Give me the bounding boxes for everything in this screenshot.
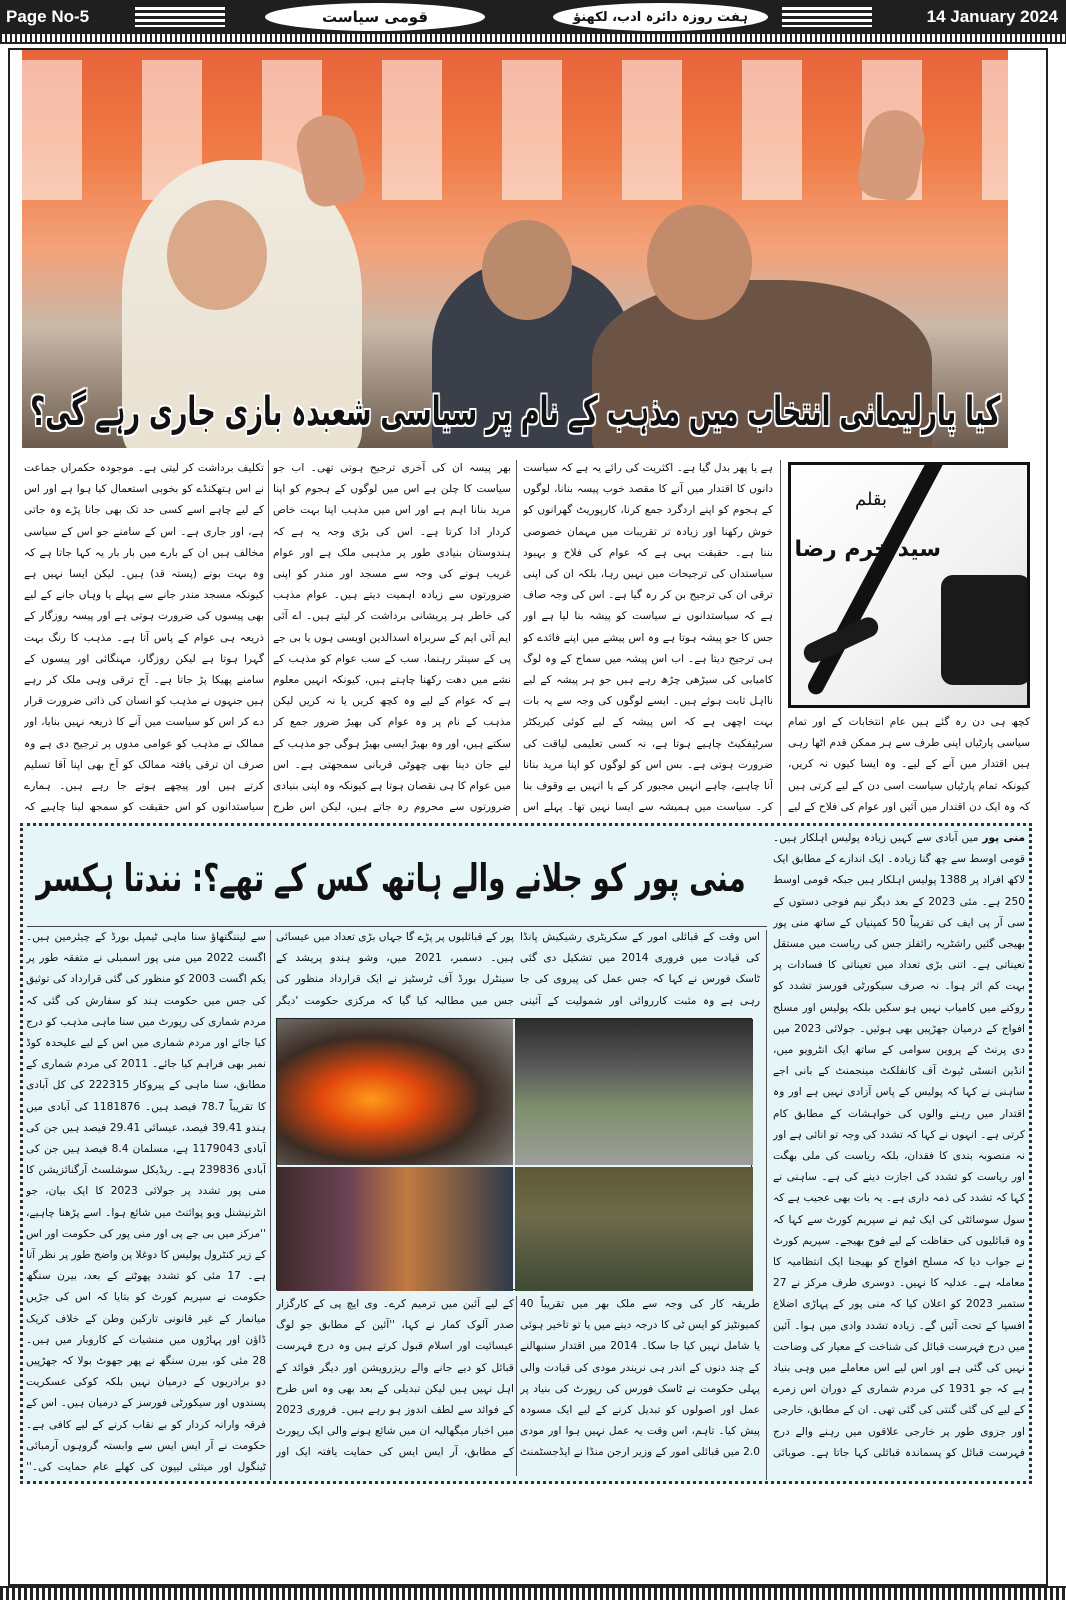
- byline-box: [788, 462, 1030, 708]
- issue-date: 14 January 2024: [926, 7, 1058, 26]
- article1-headline: کیا پارلیمانی انتخاب میں مذہب کے نام پر سیاسی شعبدہ بازی جاری رہے گی؟: [29, 389, 1001, 435]
- article2-column-1: [773, 828, 1025, 1464]
- column-divider: [766, 930, 767, 1480]
- article2-column-1-text: میں آبادی سے کہیں زیادہ پولیس اہلکار ہیں۔ قومی اوسط سے چھ گنا زیادہ۔ ایک اندازے کے مطابق ایک لاکھ افراد پر 1388 پولیس اہلکار ہیں جبکہ قومی اوسط 250 ہے۔ مئی 2023 کے بعد دیگر نیم فوجی دستوں کے سی آر پی ایف کی تقریباً 50 کمپنیاں کے ساتھ منی پور بھیجی گئیں راشٹریہ رائفلز جس کی ریاست میں مستقل تعیناتی ہے۔ اتنی بڑی تعداد میں تعیناتی کا فسادات پر بہت کم اثر ہوا۔ نہ صرف سیکورٹی فورسز تشدد کو روکنے میں کامیاب نہیں ہو سکیں بلکہ پولیس اور مسلح افواج کے درمیان جھڑپیں بھی ہوئیں۔ جولائی 2023 میں دی پرنٹ کے پروین سوامی کے ساتھ ایک انٹرویو میں، انڈین انسٹی ٹیوٹ آف کانفلکٹ مینجمنٹ کے بانی اجے ساہنی نے کہا کہ پولیس کے پاس آزادی نہیں ہے اور وہ اقتدار میں رہنے والوں کی خواہشات کے مطابق کام کرتی ہے۔ انہوں نے کہا کہ تشدد کی وجہ تو انائی ہے اور نہ منصوبہ بندی کا فقدان، بلکہ ریاست کی ملی بھگت اور ریاست کو تشدد کی اجازت دینے کی ہے۔ ساہنی نے کہا کہ تشدد کی ذمہ داری ہے۔ یہ بات بھی عجیب ہے کہ سول سوسائٹی کی ایک ٹیم نے سپریم کورٹ سے کہا کہ وہ قبائلیوں کی حفاظت کے لیے فوج بھیجے۔ سپریم کورٹ نے جواب دیا کہ مسلح افواج کو بھیجنا ایک انتظامیہ کا معاملہ ہے۔ عدلیہ کا نہیں۔ دوسری طرف مرکز نے 27 ستمبر 2023 کو اعلان کیا کہ منی پور کے پہاڑی اضلاع افسپا کے تحت آئیں گے۔ زیادہ تشدد وادی میں ہوا۔ آئین میں درج فہرست قبائل کی شناخت کے معیار کی وضاحت نہیں کی گئی ہے اور اس لیے اس معاملے میں وہی بنیاد ہے کہ جو 1931 کی مردم شماری کے دوران اس زمرے کے لیے کی گئی گنتی کی گئی تھی۔ ان کے مطابق، خارجی اور جزوی طور پر خارجی علاقوں میں رہنے والے درج فہرست قبائل کو پسماندہ قبائلی کہا جاتا ہے۔ صوبائی: [773, 832, 1025, 1459]
- column-divider: [516, 1296, 517, 1476]
- publication-name: ہفت روزہ دائرہ ادب، لکھنؤ: [553, 3, 768, 31]
- lead-photo: [22, 50, 1008, 448]
- article2-column-2-top: اس وقت کے قبائلی امور کے سکریٹری رشیکیش پانڈا کی قیادت میں فروری 2014 میں تشکیل دی گئی ٹاسک فورس نے کہا کہ جس عمل کی پیروی کی جا رہی ہے وہ مثبت کارروائی اور شمولیت کے آئینی: [520, 931, 760, 1007]
- column-divider: [270, 930, 271, 1480]
- decorative-stripes: [782, 7, 872, 27]
- photo-smoke-barricade: [515, 1019, 753, 1165]
- column-divider: [780, 460, 781, 816]
- photo-people-queue: [277, 1167, 513, 1291]
- article2-lead-word: منی پور: [982, 832, 1025, 844]
- article2-column-3-bottom: کے لیے آئین میں ترمیم کرے۔ وی ایچ پی کے کارگزار صدر آلوک کمار نے کہا، ''آئین کے مطابق جو لوگ عیسائیت اور اسلام قبول کرتے ہیں وہ درج فہرست قبائل کو دیے جانے والے ریزرویشن اور دیگر فوائد کے اہل نہیں ہیں لیکن تبدیلی کے بعد بھی وہ اس طرح کے فوائد سے لطف اندوز ہو رہے ہیں۔ فروری 2023 میں اخبار میگھالیہ ان میں شائع ہونے والی ایک رپورٹ کے مطابق، آر ایس ایس کی حمایت یافتہ ایک اور: [276, 1298, 514, 1459]
- article1-column-1: کچھ ہی دن رہ گئے ہیں عام انتخابات کے اور تمام سیاسی پارٹیاں اپنی طرف سے ہر ممکن قدم اٹھا رہی ہیں اقتدار میں آنے کے لیے۔ وہ ایسا کیوں نہ کریں، کیونکہ تمام پارٹیاں سیاست اسی دن کے لیے کرتی ہیں کہ وہ ایک دن اقتدار میں آئیں اور عوام کی فلاح کے لیے: [788, 716, 1030, 813]
- person-center-face: [482, 220, 572, 320]
- photo-collage: [276, 1018, 752, 1290]
- article2-column-3-top: پور کے قبائلیوں پر پڑے گا جہاں بڑی تعداد میں عیسائی ہیں۔ دسمبر، 2021 میں، وشو ہندو پریشد کے سینٹرل بورڈ آف ٹرسٹیز نے ایک قرارداد منظور کی جس میں مطالبہ کیا گیا کہ مرکزی حکومت 'دیگر: [276, 931, 514, 1007]
- photo-burning-car: [277, 1019, 513, 1165]
- byline-label: بقلم: [854, 489, 888, 510]
- photo-army-truck: [515, 1167, 753, 1291]
- border-ornament-bottom: [0, 1586, 1066, 1600]
- article2-headline: منی پور کو جلانے والے ہاتھ کس کے تھے؟: نندتا ہکسر: [36, 856, 746, 900]
- article1-column-3: بھر پیسہ ان کی آخری ترجیح ہوتی تھی۔ اب جو سیاست کا چلن ہے اس میں لوگوں کے ہجوم کو اپنا مرید بنانا اہم ہے اور اس میں مذہب اپنا بہت خاص کردار ادا کرتا ہے۔ اس کی بڑی وجہ یہ ہے کہ ہندوستان بنیادی طور پر مذہبی ملک ہے اور عوام غریب ہونے کی وجہ سے مسجد اور مندر کو اپنی ضرورتوں سے زیادہ اہمیت دیتے ہیں۔ عوام مذہب کی خاطر ہر پریشانی برداشت کر لیتے ہیں۔ اے آئی ایم آئی ایم کے سربراہ اسدالدین اویسی ہوں یا بی جے پی کے سینئر رہنما، سب کے سب عوام کو مذہب کے نشے میں دھت رکھنا چاہتے ہیں، کیونکہ انہیں معلوم ہے کہ عوام کے لیے وہ کچھ کریں یا نہ کریں لیکن مذہب کے نام پر وہ عوام کی بھیڑ ضرور جمع کر سکتے ہیں، اور وہ بھیڑ ایسی بھیڑ ہوگی جو مذہب کے لیے جان دینا بھی چھوٹی قربانی سمجھتی ہے۔ اس میں عوام کا ہی نقصان ہوتا ہے کیونکہ وہ اپنی بنیادی ضرورتوں سے محروم رہ جاتے ہیں، لیکن اس طرح: [273, 462, 511, 814]
- page-number: Page No-5: [6, 7, 90, 26]
- person-left-face: [167, 200, 267, 310]
- article1-headline-container: [22, 382, 1008, 442]
- masthead-bar: [0, 0, 1066, 34]
- article1-column-2: ہے یا پھر بدل گیا ہے۔ اکثریت کی رائے یہ ہے کہ سیاست دانوں کا اقتدار میں آنے کا مقصد خوب پیسہ بنانا، لوگوں کے ہجوم کو اپنے اردگرد جمع کرنا، کارپوریٹ گھرانوں کو خوش رکھنا اور زیادہ تر تقریبات میں مہمان خصوصی بننا ہے۔ حقیقت یہی ہے کہ عوام کی فلاح و بہبود سیاستداں کی ترجیحات میں نہیں رہا، بلکہ ان کی اپنی ترقی ان کی ترجیح بن کر رہ گیا ہے۔ اس کی وجہ صاف ہے کہ سیاستدانوں نے سیاست کو پیشہ بنا لیا ہے اور جس کا جو پیشہ ہوتا ہے وہ اس پیشے میں اپنے فائدے کو ہی ترجیح دیتا ہے۔ اب اس پیشہ میں سماج کے وہ لوگ کامیابی کی سیڑھی چڑھ رہے ہیں جو ہر پیشہ کے لیے نااہل ثابت ہوئے ہیں۔ ایسے لوگوں کی وجہ سے یہ بات بہت اچھی ہے کہ اس پیشہ کے لیے کوئی کیریکٹر سرٹیفکیٹ چاہیے ہوتا ہے، نہ کسی تعلیمی لیاقت کی ضرورت ہوتی ہے۔ بس اس کو لوگوں کو اپنا مرید بنانا آنا چاہیے، چاہے انہیں مجبور کر کے یا انہیں بے وقوف بنا کر۔ سیاست میں ہمیشہ سے ایسا نہیں تھا۔ پہلے اس: [523, 462, 773, 814]
- article2-headline-container: [31, 848, 751, 908]
- article1-column-4: تکلیف برداشت کر لیتی ہے۔ موجودہ حکمراں جماعت نے اس ہتھکنڈے کو بخوبی استعمال کیا ہوا ہے اور اس کے لیے چاہے اسے کسی حد تک بھی جانا پڑے وہ جاتی ہے، اور جاری ہے۔ اس کے سامنے جو اس کے سیاسی مخالف ہیں ان کے بارے میں بار بار یہ کہا جاتا ہے کہ وہ بہت بونے (پستہ قد) ہیں۔ لیکن ایسا نہیں ہے کیونکہ مسجد مندر جانے سے پہلے یا وہاں جانے کے لیے بھی پیسوں کی ضرورت ہوتی ہے اور پیسہ روزگار کے ذریعہ ہی عوام کے پاس آتا ہے۔ مذہب کا رنگ بہت گہرا ہوتا ہے لیکن روزگار، مہنگائی اور پیسوں کے سامنے پھیکا پڑ جاتا ہے۔ آج ترقی وہی ملک کر رہے ہیں جنہوں نے مذہب کو انسان کی ذاتی ضرورت قرار دے کر اس کو سیاست میں آنے کا ذریعہ نہیں بنایا، اور ممالک نے مذہب کو عوامی مدوں پر ترجیح دی ہے وہ صرف ان ترقی یافتہ ممالک کو آج بھی اپنا آقا تسلیم کرتے ہیں اور پیچھے ہوتے جا رہے ہیں۔ ہمارے سیاستدانوں کو اس حقیقت کو سمجھ لینا چاہیے کہ: [24, 462, 264, 814]
- column-divider: [516, 460, 517, 816]
- byline-author: سید خرم رضا: [794, 537, 941, 562]
- person-right-face: [647, 205, 752, 320]
- border-ornament: [0, 34, 1066, 44]
- article2-column-4: سے لیننگتھاؤ سنا ماہی ٹیمپل بورڈ کے چیئرمین ہیں۔ اگست 2022 میں منی پور اسمبلی نے متفقہ طور پر یکم اگست 2003 کو منظور کی گئی قرارداد کی توثیق کی جس میں حکومت ہند کو سفارش کی گئی کہ مردم شماری کی رپورٹ میں سنا ماہی مذہب کو درج کیا جائے اور مردم شماری میں اس کے لیے علیحدہ کوڈ نمبر بھی فراہم کیا جائے۔ 2011 کی مردم شماری کے مطابق، سنا ماہی کے پیروکار 222315 کی کل آبادی کا تقریباً 78.7 فیصد ہیں۔ 1181876 کی آبادی میں ہندو 39.41 فیصد، عیسائی 29.41 فیصد ہیں جن کی آبادی 1179043 ہے، مسلمان 8.4 فیصد ہیں جن کی آبادی 239836 ہے۔ ریڈیکل سوشلسٹ آرگنائزیشن کا منی پور تشدد پر جولائی 2023 کا ایک بیان، جو انٹرنیشنل ویو پوائنٹ میں شائع ہوا۔ اسے پڑھنا چاہیے، ''مرکز میں بی جے پی اور منی پور کی حکومت اور اس کے زیر کنٹرول پولیس کا دوغلا پن واضح طور پر نظر آتا ہے۔ 17 مئی کو تشدد پھوٹنے کے بعد، بیرن سنگھ حکومت نے سپریم کورٹ کو بتایا کہ اس کی جڑیں میانمار کے غیر قانونی تارکین وطن کے خلاف کریک ڈاؤن اور پہاڑوں میں منشیات کے کاروبار میں ہیں۔ 28 مئی کو، بیرن سنگھ نے پھر جھوٹ بولا کہ جھڑپیں دو برادریوں کے درمیان نہیں بلکہ کوکی عسکریت پسندوں اور سیکورٹی فورسز کے درمیان ہیں۔ اس کے فرقہ وارانہ کردار کو بے نقاب کرنے کے لیے کافی ہے۔ حکومت نے آر ایس ایس سے وابستہ گروہوں آرمبائی ٹینگول اور میتئی لیپون کی کھلے عام حمایت کی۔'': [26, 931, 266, 1474]
- column-divider: [268, 460, 269, 816]
- section-title: قومی سیاست: [265, 3, 485, 31]
- ink-bottle-icon: [941, 575, 1030, 685]
- article2-column-2-bottom: طریقہ کار کی وجہ سے ملک بھر میں تقریباً 40 کمیونٹیز کو ایس ٹی کا درجہ دینے میں یا تو تاخیر ہوئی یا شامل نہیں کیا جا سکا۔ 2014 میں اقتدار سنبھالنے کے چند دنوں کے اندر ہی نریندر مودی کی قیادت والی پہلی حکومت نے ٹاسک فورس کی رپورٹ کی بنیاد پر عمل اور اصولوں کو تبدیل کرنے کے لیے ایک مسودہ پیش کیا۔ تاہم، اس وقت یہ عمل نہیں ہوا اور مودی 2.0 میں قبائلی امور کے وزیر ارجن منڈا نے ایڈجسٹمنٹ: [520, 1298, 760, 1459]
- decorative-stripes: [135, 7, 225, 27]
